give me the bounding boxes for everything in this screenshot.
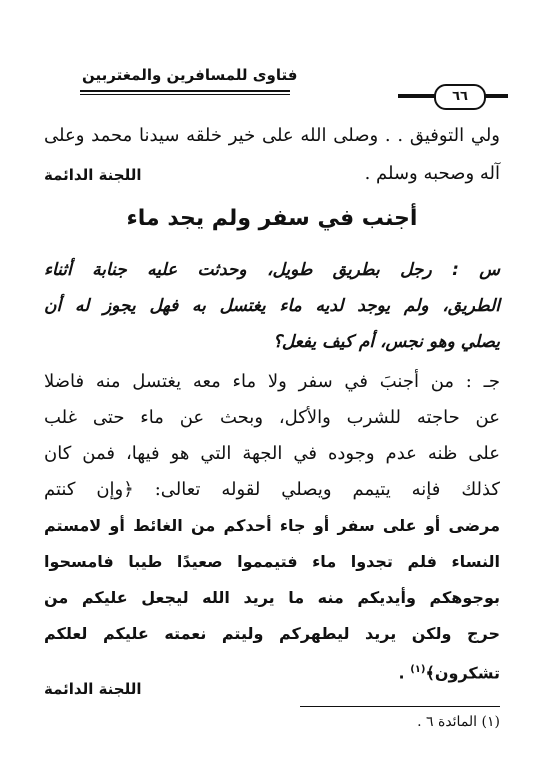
answer-line-4: كذلك فإنه يتيمم ويصلي لقوله تعالى: ﴿وإن كنتم	[44, 479, 500, 500]
answer-line-9	[399, 656, 500, 687]
intro-signature: اللجنة الدائمة	[44, 166, 142, 184]
answer-line-9-end: .	[398, 663, 411, 683]
answer-line-7: بوجوهكم وأيديكم منه ما يريد الله ليجعل عليكم من	[44, 588, 500, 607]
book-title: فتاوى للمسافرين والمغتربين	[82, 66, 298, 84]
page-number-ornament	[398, 84, 508, 110]
page-number: ٦٦	[434, 84, 486, 110]
answer-line-5: مرضى أو على سفر أو جاء أحدكم من الغائط أو لامستم	[44, 516, 500, 535]
answer-line-3: على ظنه عدم وجوده في الجهة التي هو فيها، فمن كان	[44, 443, 500, 464]
answer-line-2: عن حاجته للشرب والأكل، وبحث عن ماء حتى غلب	[44, 407, 500, 428]
answer-line-9-text: تشكرون﴾	[425, 663, 500, 683]
footnote-reference: (١)	[410, 664, 426, 675]
footnote-rule	[300, 706, 500, 707]
intro-line-2: آله وصحبه وسلم .	[364, 163, 500, 184]
footnote: (١) المائدة ٦ .	[417, 714, 500, 730]
question-line-3: يصلي وهو نجس، أم كيف يفعل؟	[272, 332, 500, 352]
title-underline	[80, 90, 290, 92]
answer-line-8: حرج ولكن يريد ليطهركم وليتم نعمته عليكم لعلكم	[44, 624, 500, 643]
answer-line-1: جـ : من أجنبَ في سفر ولا ماء معه يغتسل منه فاضلا	[44, 371, 500, 392]
page-header	[40, 64, 510, 104]
intro-line-1: ولي التوفيق . . وصلى الله على خير خلقه سيدنا محمد وعلى	[44, 125, 500, 146]
title-underline-thin	[80, 94, 290, 95]
question-line-1: س : رجل بطريق طويل، وحدثت عليه جنابة أثناء	[44, 260, 500, 280]
answer-line-6: النساء فلم تجدوا ماء فتيمموا صعيدًا طيبا فامسحوا	[44, 552, 500, 571]
question-line-2: الطريق، ولم يوجد لديه ماء يغتسل به فهل يجوز له أن	[44, 296, 500, 316]
section-title: أجنب في سفر ولم يجد ماء	[126, 206, 418, 231]
answer-signature: اللجنة الدائمة	[44, 680, 142, 698]
